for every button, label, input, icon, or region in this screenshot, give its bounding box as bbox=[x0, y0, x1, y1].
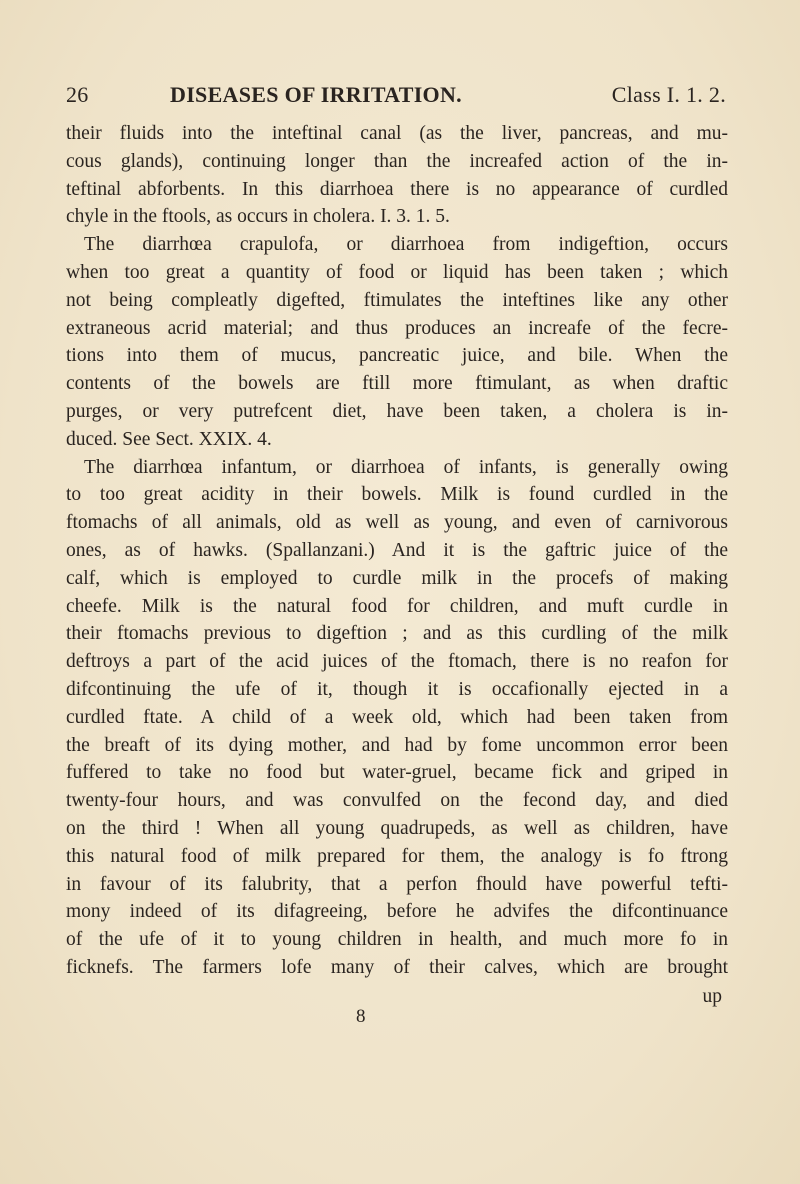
text-line: not being compleatly digefted, ftimulates the inteftines like any other bbox=[66, 289, 728, 311]
text-line: fuffered to take no food but water-gruel, became fick and griped in bbox=[66, 762, 728, 784]
class-reference: Class I. 1. 2. bbox=[611, 82, 726, 107]
text-line: extraneous acrid material; and thus produces an increafe of the fecre- bbox=[66, 317, 728, 339]
text-line: cous glands), continuing longer than the increafed action of the in- bbox=[66, 150, 728, 172]
text-line: contents of the bowels are ftill more ftimulant, as when draftic bbox=[66, 373, 728, 395]
text-line: their ftomachs previous to digeftion ; and as this curdling of the milk bbox=[66, 623, 728, 645]
running-title: DISEASES OF IRRITATION. bbox=[170, 82, 462, 107]
text-line: ficknefs. The farmers lofe many of their calves, which are brought bbox=[66, 956, 728, 978]
text-line: difcontinuing the ufe of it, though it is occafionally ejected in a bbox=[66, 678, 728, 700]
text-line: when too great a quantity of food or liquid has been taken ; which bbox=[66, 261, 728, 283]
page-number: 26 bbox=[66, 82, 89, 107]
running-header bbox=[66, 82, 726, 114]
catchword: up bbox=[702, 986, 722, 1007]
text-line: this natural food of milk prepared for them, the analogy is fo ftrong bbox=[66, 845, 728, 867]
text-line: chyle in the ftools, as occurs in cholera. I. 3. 1. 5. bbox=[66, 206, 450, 228]
text-line: tions into them of mucus, pancreatic juice, and bile. When the bbox=[66, 345, 728, 367]
text-line: purges, or very putrefcent diet, have been taken, a cholera is in- bbox=[66, 400, 728, 422]
text-line: calf, which is employed to curdle milk in the procefs of making bbox=[66, 567, 728, 589]
text-line: cheefe. Milk is the natural food for children, and muft curdle in bbox=[66, 595, 728, 617]
text-line: duced. See Sect. XXIX. 4. bbox=[66, 428, 272, 450]
text-line: mony indeed of its difagreeing, before he advifes the difcontinuance bbox=[66, 901, 728, 923]
text-line: to too great acidity in their bowels. Milk is found curdled in the bbox=[66, 484, 728, 506]
text-line: deftroys a part of the acid juices of the ftomach, there is no reafon for bbox=[66, 651, 728, 673]
text-line: ones, as of hawks. (Spallanzani.) And it is the gaftric juice of the bbox=[66, 539, 728, 561]
text-line: curdled ftate. A child of a week old, which had been taken from bbox=[66, 706, 728, 728]
text-line: their fluids into the inteftinal canal (as the liver, pancreas, and mu- bbox=[66, 123, 728, 144]
text-line: of the ufe of it to young children in health, and much more fo in bbox=[66, 929, 728, 951]
text-line: twenty-four hours, and was convulfed on the fecond day, and died bbox=[66, 790, 728, 812]
text-line: ftomachs of all animals, old as well as young, and even of carnivorous bbox=[66, 512, 728, 534]
text-line: The diarrhœa crapulofa, or diarrhoea from indigeftion, occurs bbox=[84, 234, 728, 256]
text-line: on the third ! When all young quadrupeds, as well as children, have bbox=[66, 817, 728, 839]
body-text bbox=[66, 120, 728, 982]
text-line: the breaft of its dying mother, and had by fome uncommon error been bbox=[66, 734, 728, 756]
text-line: The diarrhœa infantum, or diarrhoea of infants, is generally owing bbox=[84, 456, 728, 478]
signature-mark: 8 bbox=[356, 1006, 366, 1027]
text-line: teftinal abforbents. In this diarrhoea there is no appearance of curdled bbox=[66, 178, 728, 200]
text-line: in favour of its falubrity, that a perfon fhould have powerful tefti- bbox=[66, 873, 728, 895]
